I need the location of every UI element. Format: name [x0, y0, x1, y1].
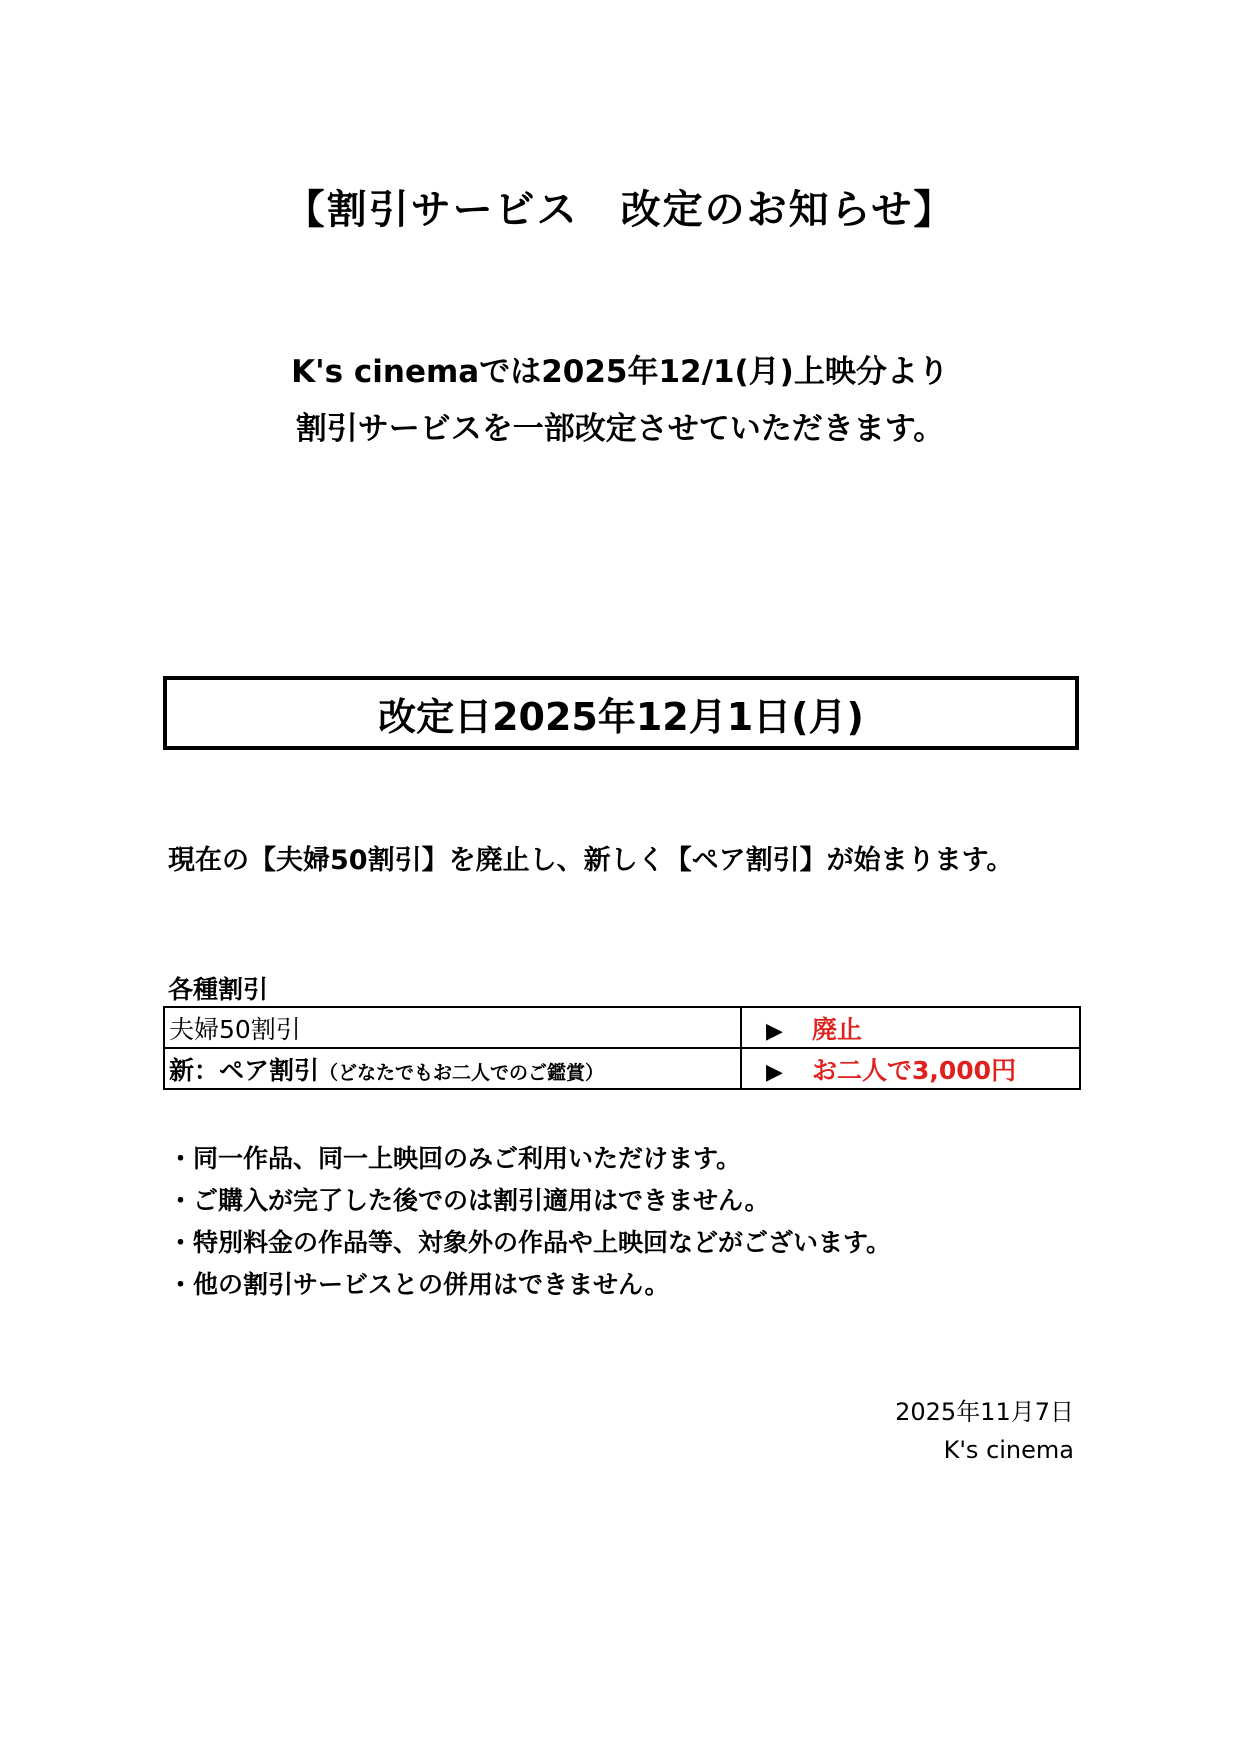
discount-table [163, 1006, 1081, 1090]
list-item: ・特別料金の作品等、対象外の作品や上映回などがございます。 [168, 1228, 892, 1257]
revision-date: 改定日2025年12月1日(月) [378, 694, 864, 739]
list-item: ・同一作品、同一上映回のみご利用いただけます。 [168, 1144, 742, 1173]
discount-name: 夫婦50割引 [169, 1014, 301, 1044]
list-item: ・他の割引サービスとの併用はできません。 [168, 1270, 670, 1299]
notes-list [168, 1138, 891, 1306]
discount-result: お二人で3,000円 [812, 1055, 1017, 1085]
intro-line-1: K's cinemaでは2025年12/1(月)上映分より [291, 354, 949, 390]
table-row [164, 1007, 1080, 1048]
discount-result-cell [741, 1007, 1080, 1048]
revision-date-box [163, 676, 1079, 750]
table-row [164, 1048, 1080, 1089]
issue-date: 2025年11月7日 [895, 1398, 1074, 1426]
organization-name: K's cinema [943, 1436, 1074, 1464]
discount-result-cell [741, 1048, 1080, 1089]
announcement: 現在の【夫婦50割引】を廃止し、新しく【ペア割引】が始まります。 [168, 845, 1014, 876]
discount-note: （どなたでもお二人でのご鑑賞） [319, 1061, 605, 1084]
list-item: ・ご購入が完了した後でのは割引適用はできません。 [168, 1186, 770, 1215]
intro-line-2: 割引サービスを一部改定させていただきます。 [295, 411, 945, 447]
discount-name: 新：ペア割引 [169, 1055, 320, 1085]
discount-table-caption: 各種割引 [168, 975, 269, 1004]
page-title: 【割引サービス 改定のお知らせ】 [284, 187, 956, 233]
discount-name-cell [164, 1007, 741, 1048]
discount-result: 廃止 [812, 1014, 863, 1044]
discount-name-cell [164, 1048, 741, 1089]
arrow-right-icon: ▶ [766, 1059, 783, 1085]
arrow-right-icon: ▶ [766, 1018, 783, 1044]
